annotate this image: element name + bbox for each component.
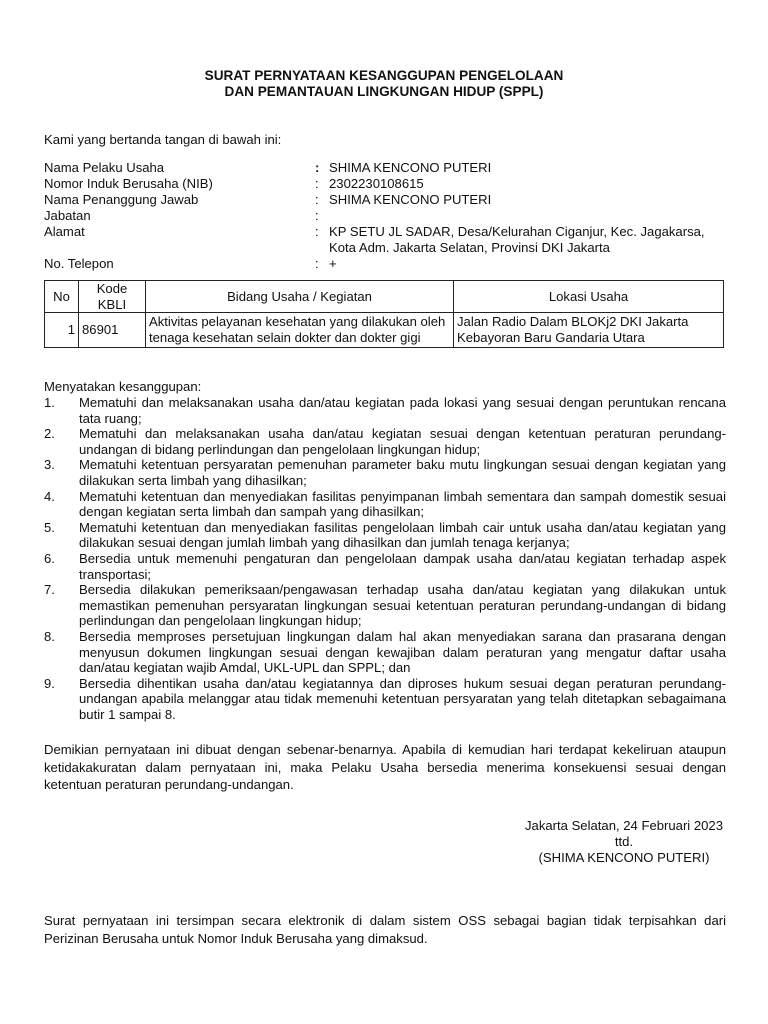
item-number: 6. (44, 550, 55, 566)
list-item (44, 520, 726, 551)
signature-place-date: Jakarta Selatan, 24 Februari 2023 (525, 818, 723, 833)
field-value: SHIMA KENCONO PUTERI (329, 160, 492, 175)
field-value: 2302230108615 (329, 176, 424, 191)
item-text: Bersedia dilakukan pemeriksaan/pengawasan terhadap usaha dan/atau kegiatan yang dilakukan untuk memastikan pemenuhan persyaratan lingkungan sesuai ketentuan peraturan perundang-undangan di bidang perlindungan dan pengelolaan lingkungan hidup; (79, 582, 726, 629)
list-item (44, 629, 726, 676)
field-label: Nama Pelaku Usaha (44, 160, 165, 175)
list-item (44, 489, 726, 520)
footer-note: Surat pernyataan ini tersimpan secara elektronik di dalam sistem OSS sebagai bagian tidak terpisahkan dari Perizinan Berusaha untuk Nomor Induk Berusaha yang dimaksud. (44, 913, 726, 946)
signature-ttd: ttd. (614, 834, 634, 849)
field-label: Jabatan (44, 208, 91, 223)
field-value: SHIMA KENCONO PUTERI (329, 192, 492, 207)
header-bidang: Bidang Usaha / Kegiatan (146, 281, 454, 313)
item-number: 8. (44, 628, 55, 644)
field-label: Nomor Induk Berusaha (NIB) (44, 176, 213, 191)
list-item (44, 426, 726, 457)
header-no: No (45, 281, 79, 313)
field-label: No. Telepon (44, 256, 114, 271)
field-colon: : (315, 160, 320, 175)
signature-block (524, 818, 724, 866)
item-number: 2. (44, 426, 55, 442)
cell-lokasi: Jalan Radio Dalam BLOKj2 DKI Jakarta Kebayoran Baru Gandaria Utara (454, 313, 724, 348)
list-item (44, 582, 726, 629)
field-colon: : (315, 192, 319, 207)
field-value: KP SETU JL SADAR, Desa/Kelurahan Ciganjur, Kec. Jagakarsa, Kota Adm. Jakarta Selatan, Provinsi DKI Jakarta (329, 224, 705, 255)
list-item (44, 551, 726, 582)
kbli-table (44, 280, 724, 348)
item-text: Mematuhi ketentuan persyaratan pemenuhan parameter baku mutu lingkungan sesuai dengan kegiatan yang dilakukan serta limbah yang dihasilkan; (79, 457, 726, 488)
cell-no: 1 (45, 313, 79, 348)
field-colon: : (315, 224, 319, 239)
item-text: Bersedia memproses persetujuan lingkungan dalam hal akan menyediakan sarana dan prasarana dengan menyusun dokumen lingkungan sesuai dengan kewajiban dalam peraturan yang mengatur daftar usaha dan/atau kegiatan wajib Amdal, UKL-UPL dan SPPL; dan (79, 628, 726, 676)
item-text: Mematuhi ketentuan dan menyediakan fasilitas penyimpanan limbah sementara dan sampah domestik sesuai dengan kegiatan serta limbah dan sampah yang dihasilkan; (79, 488, 726, 520)
commitment-lead: Menyatakan kesanggupan: (44, 379, 202, 394)
commitment-list (44, 395, 726, 722)
header-lokasi: Lokasi Usaha (454, 281, 724, 313)
title-line-1: SURAT PERNYATAAN KESANGGUPAN PENGELOLAAN (204, 68, 564, 83)
closing-paragraph: Demikian pernyataan ini dibuat dengan sebenar-benarnya. Apabila di kemudian hari terdapat kekeliruan ataupun ketidakakuratan dalam pernyataan ini, maka Pelaku Usaha bersedia menerima konsekuensi sesuai dengan ketentuan peraturan perundang-undangan. (44, 742, 726, 792)
field-colon: : (315, 256, 319, 271)
table-row (45, 313, 724, 348)
list-item (44, 676, 726, 723)
item-number: 7. (44, 582, 55, 598)
item-number: 4. (44, 488, 55, 504)
item-number: 5. (44, 519, 55, 535)
field-label: Nama Penanggung Jawab (44, 192, 199, 207)
header-kbli: Kode KBLI (79, 281, 146, 313)
field-colon: : (315, 176, 319, 191)
item-number: 9. (44, 675, 55, 691)
field-value: + (329, 256, 337, 271)
item-text: Bersedia untuk memenuhi pengaturan dan pengelolaan dampak usaha dan/atau kegiatan terhadap aspek transportasi; (79, 550, 726, 582)
title-line-2: DAN PEMANTAUAN LINGKUNGAN HIDUP (SPPL) (224, 84, 544, 99)
item-text: Bersedia dihentikan usaha dan/atau kegiatannya dan diproses hukum sesuai degan peraturan perundang-undangan apabila melanggar atau tidak memenuhi ketentuan persyaratan yang telah ditetapkan sebagaimana butir 1 sampai 8. (79, 675, 726, 722)
list-item (44, 395, 726, 426)
item-text: Mematuhi dan melaksanakan usaha dan/atau kegiatan sesuai dengan ketentuan peraturan perundang-undangan di bidang perlindungan dan pengelolaan lingkungan hidup; (79, 426, 726, 457)
item-number: 3. (44, 457, 55, 473)
cell-kbli: 86901 (79, 313, 146, 348)
list-item (44, 457, 726, 488)
item-text: Mematuhi dan melaksanakan usaha dan/atau kegiatan pada lokasi yang sesuai dengan peruntukan rencana tata ruang; (79, 395, 726, 426)
field-label: Alamat (44, 224, 85, 239)
item-text: Mematuhi ketentuan dan menyediakan fasilitas pengelolaan limbah cair untuk usaha dan/atau kegiatan yang dilakukan sesuai dengan jumlah limbah yang dihasilkan dan jumlah tenaga kerjanya; (79, 519, 726, 551)
table-header-row (45, 281, 724, 313)
signature-name: (SHIMA KENCONO PUTERI) (538, 850, 710, 865)
intro-text: Kami yang bertanda tangan di bawah ini: (44, 132, 282, 147)
cell-bidang: Aktivitas pelayanan kesehatan yang dilakukan oleh tenaga kesehatan selain dokter dan dokter gigi (146, 313, 454, 348)
item-number: 1. (44, 395, 55, 410)
field-colon: : (315, 208, 319, 223)
document-title (0, 68, 768, 100)
